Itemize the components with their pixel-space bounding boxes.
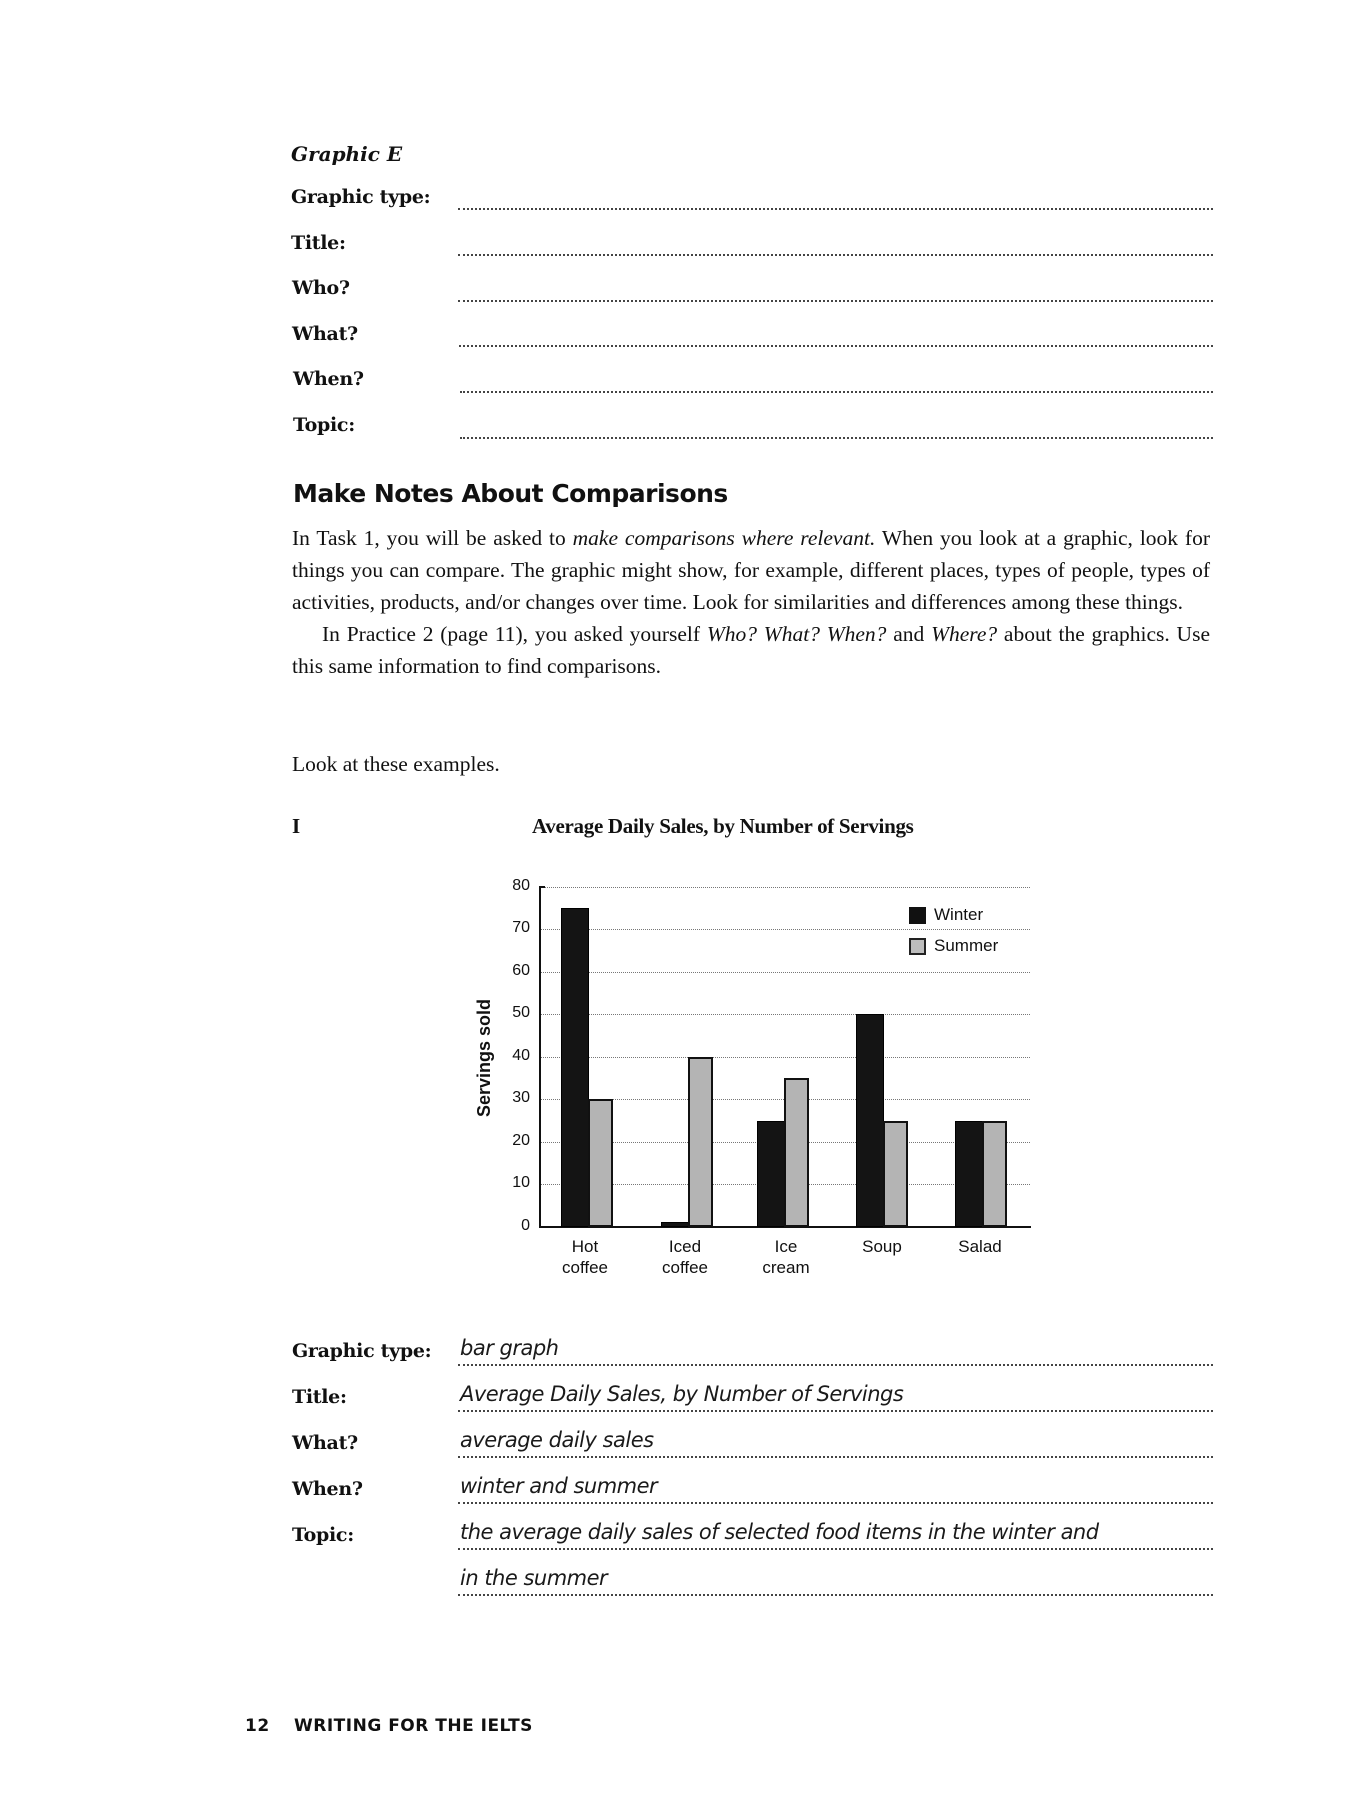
field-label-graphic-type: Graphic type: [291, 186, 431, 208]
field-label-who: Who? [292, 277, 350, 299]
x-label-line: Hot [571, 1237, 599, 1256]
x-label-line: Iced [668, 1237, 702, 1256]
y-tick-50: 50 [512, 1004, 530, 1021]
legend-swatch-winter [909, 907, 926, 924]
notes-line-graphic-type [458, 1364, 1213, 1366]
x-label-line: Ice [774, 1237, 798, 1256]
field-line-what[interactable] [459, 345, 1213, 347]
notes-value-title[interactable]: Average Daily Sales, by Number of Servings [460, 1382, 904, 1406]
gridline-60 [540, 972, 1030, 973]
paragraph-2-questions: Who? What? When? [706, 622, 887, 646]
bar-ice-cream-winter [757, 1121, 785, 1227]
notes-value-graphic-type[interactable]: bar graph [460, 1336, 559, 1360]
notes-label-topic: Topic: [292, 1524, 354, 1546]
y-axis [539, 887, 541, 1228]
y-tick-80: 80 [512, 877, 530, 894]
notes-value-topic[interactable]: the average daily sales of selected food items in the winter and [460, 1520, 1099, 1544]
notes-line-topic-continuation [458, 1594, 1213, 1596]
body-text [292, 522, 1210, 682]
legend-label-summer: Summer [934, 936, 999, 955]
bar-soup-summer [883, 1121, 908, 1227]
field-label-what: What? [292, 323, 358, 345]
notes-label-title: Title: [292, 1386, 347, 1408]
notes-line-topic [458, 1548, 1213, 1550]
notes-value-when[interactable]: winter and summer [460, 1474, 658, 1498]
notes-value-topic-continuation[interactable]: in the summer [460, 1566, 608, 1590]
y-tick-20: 20 [512, 1132, 530, 1149]
y-tick-10: 10 [512, 1174, 530, 1191]
x-label-line: coffee [561, 1258, 608, 1277]
x-label-soup [827, 1236, 937, 1257]
gridline-80 [540, 887, 1030, 888]
field-line-when[interactable] [460, 391, 1213, 393]
notes-line-when [458, 1502, 1213, 1504]
bar-iced-coffee-winter [661, 1222, 689, 1227]
paragraph-2-text-cont: about the graphics. Use this same information to find comparisons. [292, 622, 1210, 678]
chart-title: Average Daily Sales, by Number of Servings [532, 814, 914, 838]
paragraph-1-emphasis: make comparisons where relevant. [572, 526, 876, 550]
gridline-50 [540, 1014, 1030, 1015]
example-marker: I [292, 814, 300, 838]
notes-line-what [458, 1456, 1213, 1458]
notes-line-title [458, 1410, 1213, 1412]
bar-soup-winter [856, 1014, 884, 1227]
field-label-when: When? [293, 368, 364, 390]
x-label-line: Salad [958, 1237, 1002, 1256]
y-axis-label: Servings sold [474, 998, 494, 1117]
legend-label-winter: Winter [934, 905, 984, 924]
bar-ice-cream-summer [784, 1078, 809, 1227]
gridline-40 [540, 1057, 1030, 1058]
bar-hot-coffee-summer [588, 1099, 613, 1227]
field-line-graphic-type[interactable] [458, 208, 1213, 210]
x-label-hot-coffee [530, 1236, 640, 1278]
gridline-70 [540, 929, 1030, 930]
paragraph-2-and: and [886, 622, 932, 646]
bar-salad-winter [955, 1121, 983, 1227]
page-number: 12 [245, 1716, 270, 1736]
bar-hot-coffee-winter [561, 908, 589, 1227]
y-tick-70: 70 [512, 919, 530, 936]
bar-iced-coffee-summer [688, 1057, 713, 1227]
x-label-iced-coffee [630, 1236, 740, 1278]
field-label-title: Title: [291, 232, 346, 254]
paragraph-2 [292, 618, 1210, 682]
y-tick-60: 60 [512, 962, 530, 979]
y-tick-40: 40 [512, 1047, 530, 1064]
field-line-topic[interactable] [460, 437, 1213, 439]
x-label-line: coffee [661, 1258, 708, 1277]
field-line-who[interactable] [458, 300, 1213, 302]
paragraph-3: Look at these examples. [292, 752, 500, 776]
y-axis-top-tick [539, 886, 545, 888]
legend-swatch-summer [909, 938, 926, 955]
paragraph-2-where: Where? [931, 622, 998, 646]
bar-salad-summer [982, 1121, 1007, 1227]
field-line-title[interactable] [458, 254, 1213, 256]
graphic-e-title: Graphic E [291, 142, 403, 166]
x-label-line: cream [762, 1258, 810, 1277]
paragraph-1-text: In Task 1, you will be asked to [292, 526, 573, 550]
notes-label-graphic-type: Graphic type: [292, 1340, 432, 1362]
running-footer-title: WRITING FOR THE IELTS [294, 1716, 533, 1736]
x-label-salad [925, 1236, 1035, 1257]
paragraph-1-text-cont: When you look at a graphic, look for things you can compare. The graphic might show, for example, different places, types of people, types of activities, products, and/or changes over time. Look for similarities and differences among these things. [292, 526, 1210, 614]
section-heading: Make Notes About Comparisons [293, 479, 728, 508]
field-label-topic: Topic: [293, 414, 355, 436]
paragraph-2-text: In Practice 2 (page 11), you asked yourself [322, 622, 707, 646]
x-label-line: Soup [862, 1237, 902, 1256]
y-tick-30: 30 [512, 1089, 530, 1106]
y-tick-0: 0 [521, 1217, 530, 1234]
notes-value-what[interactable]: average daily sales [460, 1428, 654, 1452]
notes-label-when: When? [292, 1478, 363, 1500]
x-label-ice-cream [731, 1236, 841, 1278]
paragraph-1 [292, 522, 1210, 618]
notes-label-what: What? [292, 1432, 358, 1454]
